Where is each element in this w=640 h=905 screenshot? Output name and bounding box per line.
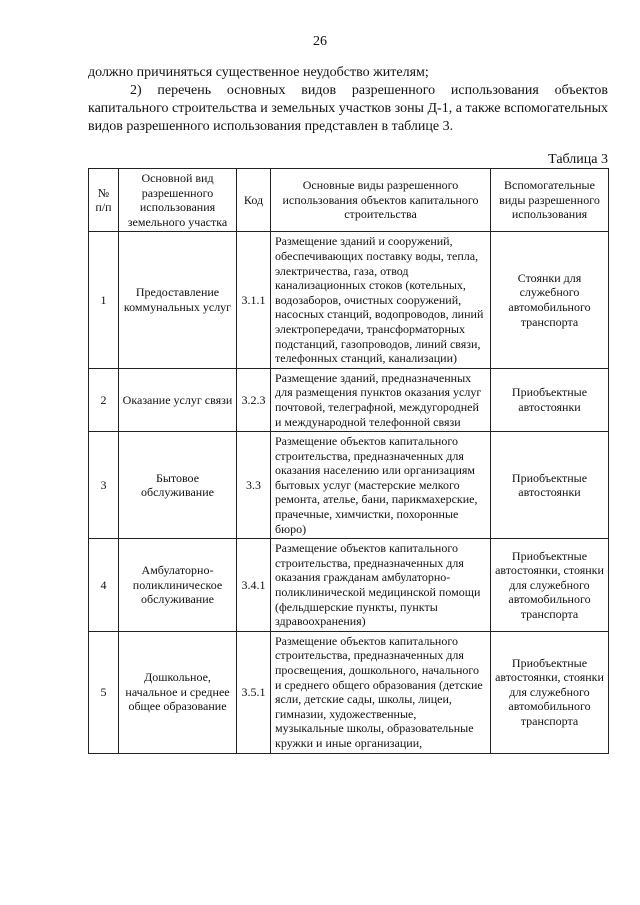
row-use-type: Бытовое обслуживание [119, 432, 237, 539]
header-number: № п/п [89, 169, 119, 232]
row-auxiliary: Приобъектные автостоянки, стоянки для служебного автомобильного транспорта [491, 539, 609, 632]
row-number: 3 [89, 432, 119, 539]
row-description: Размещение зданий и сооружений, обеспечивающих поставку воды, тепла, электричества, газа, отвод канализационных стоков (котельных, водозаборов, очистных сооружений, насосных станций, водопроводов, линий электропередачи, трансформаторных подстанций, газопроводов, линий связи, телефонных станций, канализации) [271, 232, 491, 368]
row-number: 2 [89, 368, 119, 431]
row-code: 3.2.3 [237, 368, 271, 431]
row-code: 3.5.1 [237, 631, 271, 753]
row-use-type: Амбулаторно-поликлиническое обслуживание [119, 539, 237, 632]
row-code: 3.1.1 [237, 232, 271, 368]
row-code: 3.4.1 [237, 539, 271, 632]
row-number: 4 [89, 539, 119, 632]
header-code: Код [237, 169, 271, 232]
table-row [89, 232, 609, 368]
land-use-table [88, 168, 609, 754]
row-use-type: Предоставление коммунальных услуг [119, 232, 237, 368]
row-description: Размещение объектов капитального строительства, предназначенных для оказания гражданам амбулаторно-поликлинической медицинской помощи (фельдшерские пункты, пункты здравоохранения) [271, 539, 491, 632]
row-auxiliary: Приобъектные автостоянки [491, 368, 609, 431]
row-code: 3.3 [237, 432, 271, 539]
paragraph-2-text: 2) перечень основных видов разрешенного использования объектов капитального строительства и земельных участков зоны Д-1, а также вспомогательных видов разрешенного использования представлен в таблице 3. [88, 83, 608, 134]
row-number: 1 [89, 232, 119, 368]
header-auxiliary: Вспомогательные виды разрешенного использования [491, 169, 609, 232]
row-auxiliary: Приобъектные автостоянки [491, 432, 609, 539]
row-auxiliary: Приобъектные автостоянки, стоянки для служебного автомобильного транспорта [491, 631, 609, 753]
row-use-type: Оказание услуг связи [119, 368, 237, 431]
row-use-type: Дошкольное, начальное и среднее общее образование [119, 631, 237, 753]
page-number: 26 [313, 34, 327, 49]
paragraph-2 [88, 82, 608, 136]
table-row [89, 368, 609, 431]
table-row [89, 631, 609, 753]
header-main-kinds: Основные виды разрешенного использования объектов капитального строительства [271, 169, 491, 232]
row-number: 5 [89, 631, 119, 753]
table-row [89, 432, 609, 539]
row-description: Размещение объектов капитального строительства, предназначенных для оказания населению или организациям бытовых услуг (мастерские мелкого ремонта, ателье, бани, парикмахерские, прачечные, химчистки, похоронные бюро) [271, 432, 491, 539]
row-auxiliary: Стоянки для служебного автомобильного транспорта [491, 232, 609, 368]
table-caption: Таблица 3 [548, 152, 608, 167]
table-header-row [89, 169, 609, 232]
row-description: Размещение зданий, предназначенных для размещения пунктов оказания услуг почтовой, телеграфной, междугородней и международной телефонной связи [271, 368, 491, 431]
table-row [89, 539, 609, 632]
paragraph-1: должно причиняться существенное неудобство жителям; [88, 65, 429, 80]
header-main-type: Основной вид разрешенного использования земельного участка [119, 169, 237, 232]
row-description: Размещение объектов капитального строительства, предназначенных для просвещения, дошкольного, начального и среднего общего образования (детские ясли, детские сады, школы, лицеи, гимназии, художественные, музыкальные школы, образовательные кружки и иные организации, [271, 631, 491, 753]
